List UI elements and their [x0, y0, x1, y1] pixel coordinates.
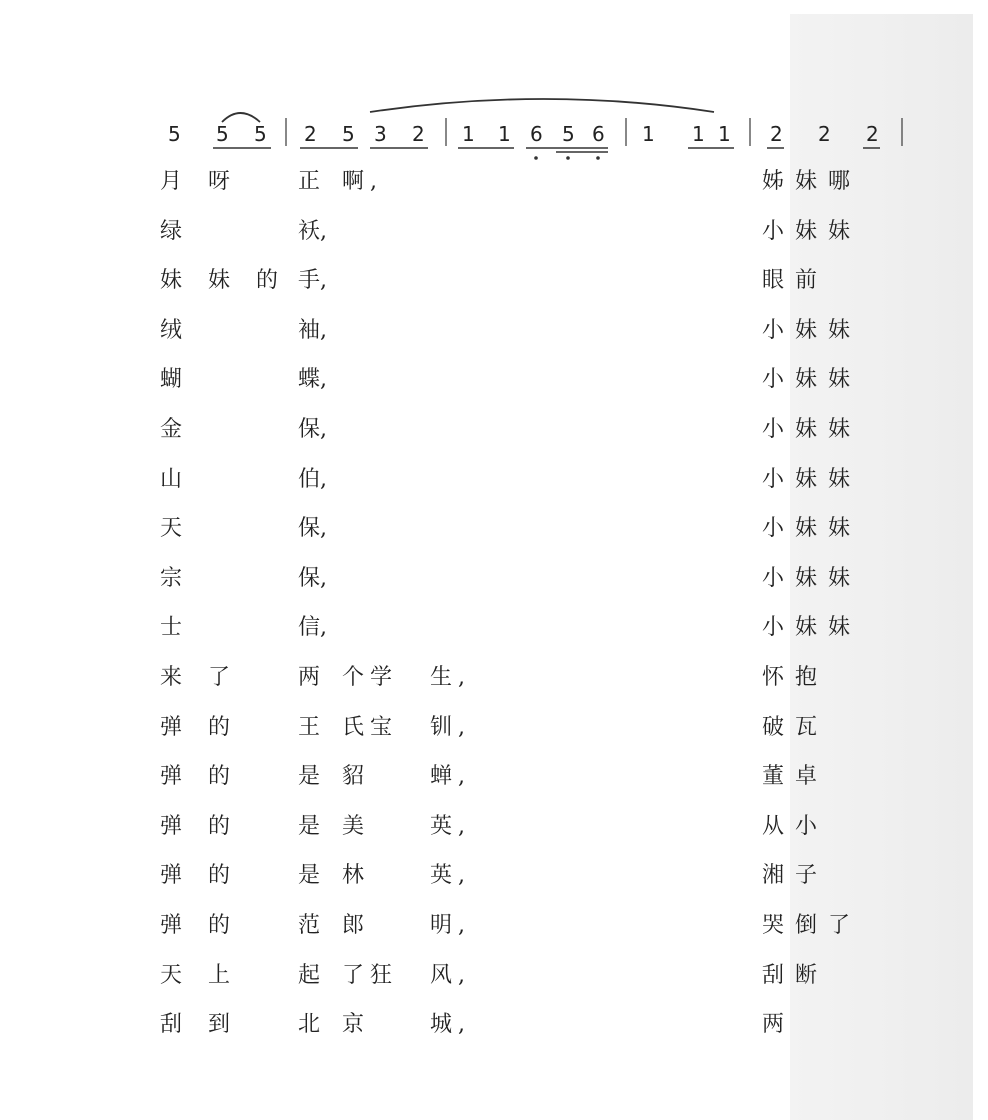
lyric-syllable: 的	[208, 764, 231, 790]
note: 5	[562, 122, 575, 146]
lyric-ending: 从 小	[762, 813, 819, 839]
lyric-syllable: 了狂	[342, 962, 399, 988]
lyric-syllable: 北	[298, 1012, 321, 1038]
note: 6	[530, 122, 543, 146]
lyric-syllable: 风,	[430, 962, 471, 988]
lyric-syllable: 妹	[208, 268, 231, 294]
lyric-syllable: 弹	[160, 714, 183, 740]
low-octave-dot	[534, 156, 538, 160]
lyric-syllable: 英,	[430, 813, 471, 839]
lyric-syllable: 起	[298, 962, 321, 988]
lyric-syllable: 保,	[298, 565, 327, 591]
lyric-syllable: 郎	[342, 913, 371, 938]
lyric-syllable: 信,	[298, 615, 327, 641]
lyric-syllable: 宗	[160, 565, 183, 591]
lyric-syllable: 保,	[298, 516, 327, 542]
lyric-syllable: 钏,	[430, 714, 471, 740]
lyric-syllable: 呀	[208, 169, 231, 194]
lyric-syllable: 明,	[430, 913, 471, 938]
note: 1	[692, 122, 705, 146]
lyric-syllable: 是	[298, 764, 321, 790]
note: 1	[642, 122, 655, 146]
note: 5	[342, 122, 355, 146]
lyric-syllable: 蝉,	[430, 764, 471, 790]
note: 5	[254, 122, 267, 146]
note: 2	[412, 122, 425, 146]
lyric-syllable: 袖,	[298, 317, 327, 343]
lyric-syllable: 到	[208, 1012, 231, 1038]
lyric-syllable: 的	[208, 813, 231, 839]
lyric-ending: 姊 妹 哪	[762, 169, 852, 194]
lyric-syllable: 蝴	[160, 367, 183, 393]
lyric-ending: 小 妹 妹	[762, 516, 852, 542]
lyric-ending: 怀 抱	[762, 665, 819, 690]
lyric-syllable: 来	[160, 665, 183, 690]
lyric-syllable: 生,	[430, 665, 471, 690]
lyric-syllable: 是	[298, 863, 321, 889]
lyric-syllable: 山	[160, 466, 183, 492]
lyric-ending: 小 妹 妹	[762, 417, 852, 442]
lyric-syllable: 金	[160, 417, 183, 442]
lyric-syllable: 范	[298, 913, 321, 938]
lyric-syllable: 的	[208, 714, 231, 740]
lyric-syllable: 士	[160, 615, 183, 641]
lyric-syllable: 妹	[160, 268, 183, 294]
lyric-ending: 小 妹 妹	[762, 367, 852, 393]
note: 5	[168, 122, 181, 146]
slur	[222, 113, 260, 122]
low-octave-dot	[596, 156, 600, 160]
lyric-syllable: 正	[298, 169, 321, 194]
lyric-syllable: 京	[342, 1012, 371, 1038]
lyric-ending: 小 妹 妹	[762, 565, 852, 591]
note: 2	[866, 122, 879, 146]
lyric-syllable: 王	[298, 714, 321, 740]
lyric-syllable: 是	[298, 813, 321, 839]
lyric-syllable: 城,	[430, 1012, 471, 1038]
lyric-syllable: 刮	[160, 1012, 183, 1038]
lyric-syllable: 绿	[160, 218, 183, 244]
lyric-syllable: 美	[342, 813, 371, 839]
note: 5	[216, 122, 229, 146]
lyric-ending: 眼 前	[762, 268, 819, 294]
lyric-syllable: 林	[342, 863, 371, 889]
lyric-syllable: 弹	[160, 863, 183, 889]
note: 2	[304, 122, 317, 146]
lyric-syllable: 啊,	[342, 169, 383, 194]
lyric-syllable: 貂	[342, 764, 371, 790]
note: 1	[462, 122, 475, 146]
lyric-syllable: 袄,	[298, 218, 327, 244]
note: 2	[818, 122, 831, 146]
lyric-syllable: 的	[208, 913, 231, 938]
lyric-syllable: 天	[160, 516, 183, 542]
lyric-ending: 小 妹 妹	[762, 466, 852, 492]
note: 1	[718, 122, 731, 146]
lyric-syllable: 两	[298, 665, 321, 690]
lyric-ending: 哭 倒 了	[762, 913, 852, 938]
lyric-ending: 小 妹 妹	[762, 218, 852, 244]
lyric-syllable: 英,	[430, 863, 471, 889]
lyric-syllable: 月	[160, 169, 183, 194]
lyric-syllable: 氏宝	[342, 714, 399, 740]
lyric-syllable: 弹	[160, 813, 183, 839]
lyric-ending: 小 妹 妹	[762, 615, 852, 641]
lyric-syllable: 绒	[160, 317, 183, 343]
lyric-ending: 两	[762, 1012, 787, 1038]
note: 6	[592, 122, 605, 146]
lyric-ending: 刮 断	[762, 962, 819, 988]
lyric-syllable: 蝶,	[298, 367, 327, 393]
lyric-syllable: 伯,	[298, 466, 327, 492]
note: 1	[498, 122, 511, 146]
lyric-syllable: 保,	[298, 417, 327, 442]
lyric-ending: 湘 子	[762, 863, 819, 889]
lyric-syllable: 上	[208, 962, 231, 988]
low-octave-dot	[566, 156, 570, 160]
lyric-ending: 破 瓦	[762, 714, 819, 740]
lyric-syllable: 手,	[298, 268, 327, 294]
lyric-ending: 董 卓	[762, 764, 819, 790]
lyric-syllable: 弹	[160, 913, 183, 938]
lyric-syllable: 个学	[342, 665, 399, 690]
lyric-syllable: 天	[160, 962, 183, 988]
slur	[370, 99, 714, 112]
lyric-syllable: 了	[208, 665, 231, 690]
lyric-syllable: 的	[208, 863, 231, 889]
note: 3	[374, 122, 387, 146]
note: 2	[770, 122, 783, 146]
lyric-syllable: 弹	[160, 764, 183, 790]
lyric-syllable: 的	[256, 268, 279, 294]
lyric-ending: 小 妹 妹	[762, 317, 852, 343]
